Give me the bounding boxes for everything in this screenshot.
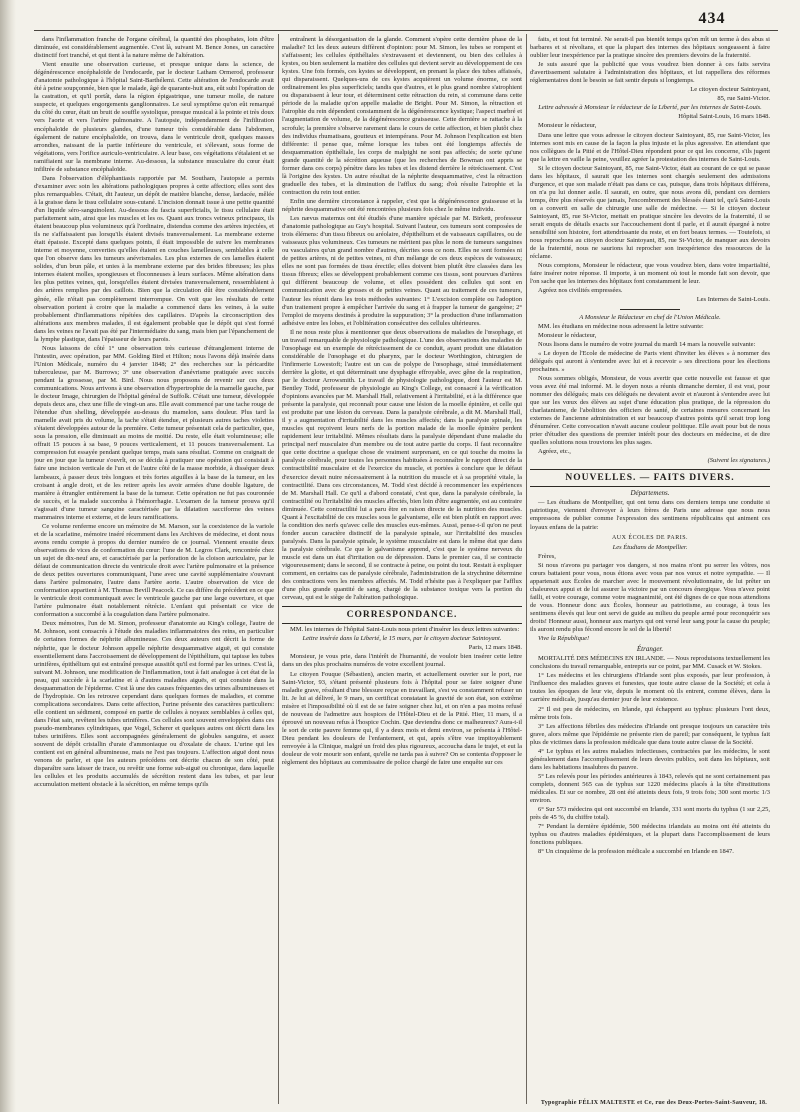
paragraph: Agréez nos civilités empressées. (538, 287, 623, 295)
salutation: Frères, (538, 552, 556, 560)
paragraph: Le citoyen Fouque (Sébastien), ancien marin, et actuellement ouvrier sur le port, rue Saint-Victor, 93, s'étant présenté plusieurs fois à l'hôpital pour se faire soigner d'une maladie grave, résultant d'une blessure reçue en travaillant, s'est vu constamment refuser un lit. Je lui ai délivré, le 9 mars, un certificat constatant la gravité de son état, son extrême misère et l'impossibilité où il est de se faire soigner chez lui, et on n'en a pas moins refusé de nouveau de l'admettre aux hospices de l'Hôtel-Dieu et de la Pitié. Hier, 11 mars, il a éprouvé un nouveau refus à l'hospice Cochin. Que deviendra donc ce malheureux? Aura-t-il le sort de cette pauvre femme qui, il y a deux mois et demi environ, se présenta à l'Hôtel-Dieu pendant les douleurs de l'enfantement, et qui, après s'être vue impitoyablement renvoyée à la Clinique, malgré un froid des plus rigoureux, accoucha dans le trajet, et eut la douleur de voir mourir son enfant, qu'elle ne tarda pas à suivre? On se contenta d'opposer le règlement des hôpitaux au commissaire de police chargé de faire une enquête sur ces (282, 670, 522, 767)
letter-subtitle: Lettre adressée à Monsieur le rédacteur de la Liberté, par les internes de Saint-Louis. (538, 104, 762, 112)
printer-imprint: Typographie FÉLIX MALTESTE et Ce, rue des Deux-Portes-Saint-Sauveur, 18. (540, 1100, 768, 1106)
paragraph: Nous lisons dans le numéro de votre journal du mardi 14 mars la nouvelle suivante: (538, 340, 756, 348)
list-item: 1° Les médecins et les chirurgiens d'Irlande sont plus exposés, par leur profession, à l'influence des maladies graves et funestes, que toute autre classe de la Société; et cela à toutes les époques de leur vie, depuis le moment où ils entrent, comme élèves, dans la carrière médicale, jusqu'au dernier jour de leur existence. (530, 672, 770, 704)
letter-subtitle: A Monsieur le Rédacteur en chef de l'Union Médicale. (579, 313, 721, 321)
header-rule (34, 30, 778, 31)
signature-address: 85, rue Saint-Victor. (717, 95, 770, 103)
section-heading-nouvelles: NOUVELLES. — FAITS DIVERS. (530, 469, 770, 487)
column-divider (526, 34, 527, 1104)
list-item: 2° Il est peu de médecins, en Irlande, qui échappent au typhus: plusieurs l'ont deux, même trois fois. (530, 705, 770, 721)
signature: Le citoyen docteur Saintoyant, (690, 86, 770, 94)
dateline: Paris, 12 mars 1848. (468, 644, 522, 652)
list-item: 3° Les affections fébriles des médecins d'Irlande ont presque toujours un caractère très grave, alors même que l'épidémie ne présente rien de pareil; par conséquent, le typhus fait plus de victimes dans la profession médicale que dans toute autre classe de la Société. (530, 722, 770, 746)
paragraph: MM. les étudians en médecine nous adressent la lettre suivante: (538, 322, 704, 330)
column-divider (278, 34, 279, 1104)
subsection-departements: Départemens. (630, 489, 670, 498)
binding-shadow (0, 0, 16, 1112)
paragraph: Ce volume renferme encore un mémoire de M. Marson, sur la coexistence de la variole et de la scarlatine, mémoire inséré récemment dans les Archives de médecine, et dont nous avons rendu compte à propos du dernier numéro de ce journal. Viennent ensuite deux observations de vices de conformation du cœur: l'une de M. Legros Clark, rencontrée chez un sujet de dix-neuf ans, et caractérisée par la perforation de la cloison auriculaire, par le défaut de communication directe du ventricule droit avec l'artère pulmonaire et la présence de deux petites ouvertures communiquant, l'une avec une cavité supplémentaire s'ouvrant dans l'artère pulmonaire, l'autre dans l'artère aorte. L'autre observation de vice de conformation appartient à M. Thomas Bevill Peacock. Ce cas diffère du précédent en ce que le ventricule droit communiquait avec le ventricule gauche par une large ouverture, et que l'artère pulmonaire était notablement rétrécie. L'enfant qui présentait ce vice de conformation a succombé à la coagulation dans l'artère pulmonaire. (34, 522, 274, 619)
signature: Les Internes de Saint-Louis. (696, 296, 770, 304)
letter-subtitle: Lettre insérée dans la Liberté, le 15 mars, par le citoyen docteur Saintoyant. (302, 635, 502, 643)
closing-cry: Vive la République! (538, 635, 590, 643)
paragraph: Il ne nous reste plus à mentionner que deux observations de maladies de l'œsophage, et un travail remarquable de physiologie pathologique. L'une des observations des maladies de l'œsophage est un exemple de rétrécissement de ce conduit, ayant produit une dilatation considérable de l'œsophage et du pharynx, par le docteur Worthington, chirurgien de l'infirmerie Lowestoft; l'autre est un cas de polype de l'œsophage, situé immédiatement derrière la glotte, et qui déterminait une dysphagie effroyable, avec gêne de la respiration, par le docteur Arrowsmith. Le travail de physiologie pathologique, dont l'auteur est M. Bentley Todd, professeur de physiologie au King's College, est consacré à la vérification d'opinions avancées par M. Marshall Hall, relativement à l'irritabilité, et à la différence que présente la paralysie, qui reconnaît pour cause une lésion de la moelle épinière, et celle qui est produite par une lésion du cerveau. Dans la paralysie cérébrale, a dit M. Marshall Hall, il y a augmentation d'irritabilité dans les muscles affectés; dans la paralysie spinale, les muscles qui reçoivent leurs nerfs de la portion malade de la moelle épinière perdent rapidement leur irritabilité. Mêmes résultats dans la paralysie dépendant d'une maladie du principal nerf musculaire d'un membre ou de tout autre partie du corps. Il faut reconnaître que cette doctrine a quelque chose de vraiment surprenant, en ce qui touche du moins la paralysie cérébrale, pour toutes les personnes habituées à reconnaître le rapport direct de la contractibilité musculaire et de l'exercice du muscle, et portées à conclure que le défaut d'exercice devait nuire nécessairement à la nutrition du muscle et à sa propriété vitale, la contractilité. Dans ces circonstances, M. Todd s'est décidé à recommencer les expériences de M. Marshall Hall. Ce qu'il a d'abord constaté, c'est que, dans la paralysie cérébrale, la contractilité ou l'irritabilité des muscles affectés, bien loin d'être augmentée, est au contraire diminuée. Cette contractilité lui a paru être en raison directe de la nutrition des muscles. Quant à l'excitabilité de ces muscles sous le galvanisme, elle est bien plutôt en rapport avec la condition des nerfs qu'avec celle des muscles eux-mêmes. Aussi, pense-t-il qu'on ne peut fonder aucun caractère distinctif de la paralysie spinale, sur l'irritabilité des muscles paralysés. Dans la paralysie spinale, le système musculaire est dans le même état que dans la paralysie cérébrale. Ce que le galvanisme apprend, c'est que le système nerveux du muscle est dans un état d'irritation ou de dépression. Dans le premier cas, il se contracte vigoureusement; dans le second, il se contracte à peine, ou point du tout. Restait à expliquer comment, en certains cas de paralysie cérébrale, l'administration de la strychnine détermine des contractions vers les membres affectés. M. Todd n'hésite pas à l'expliquer par l'afflux d'une plus grande quantité de sang, chargé de la substance toxique vers la portion du cerveau, qui est le siège de l'altération pathologique. (282, 328, 522, 602)
page-number: 434 (698, 10, 726, 27)
paragraph: MM. les internes de l'hôpital Saint-Louis nous prient d'insérer les deux lettres suivantes: (290, 626, 520, 634)
paragraph: Vient ensuite une observation curieuse, et presque unique dans la science, de dégénérescence encéphaloïde de l'endocarde, par le docteur Latham Ormerod, professeur d'anatomie pathologique à l'hôpital Saint-Barthélemi. Cette altération de l'endocarde avait été à peine soupçonnée, bien que le malade, âgé de quarante-huit ans, eût subi l'opération de la castration, et qu'il portât, dans la région épigastrique, une tumeur molle, de nature suspecte, et quelques engorgements ganglionnaires. Le seul symptôme qu'on eût remarqué du côté du cœur, était un bruit de souffle systolique, presque musical à la pointe et très doux vers l'aorte et vers l'artère pulmonaire. A l'autopsie, indépendamment de l'infiltration encéphaloïde de plusieurs glandes, d'une tumeur très considérable dans l'abdomen, également de nature encéphaloïde, on trouva, dans le ventricule droit, quelques masses arrondies, naissant de la partie inférieure du ventricule, et s'élevant, sous forme de végétations, vers l'orifice auriculo-ventriculaire. A leur base, ces végétations s'étalaient et se ramifiaient sur la membrane interne. Au-dessous, la substance musculaire du cœur était infiltrée de substance encéphaloïde. (34, 61, 274, 173)
paragraph: Monsieur, je vous prie, dans l'intérêt de l'humanité, de vouloir bien insérer cette lettre dans un des plus prochains numéros de votre excellent journal. (282, 653, 522, 669)
paragraph: Si le citoyen docteur Saintoyant, 85, rue Saint-Victor, était au courant de ce qui se passe dans les hôpitaux, il saurait que les internes sont chargés seulement des admissions d'urgence, et que son malade n'était pas dans ce cas, puisque, dans trois hôpitaux différens, on n'a pu lui donner asile. Il saurait, en outre, que nous avons dû, pendant ces derniers temps, être plus réservés que jamais, l'encombrement des blessés étant tel, qu'à Saint-Louis on a converti en salle de chirurgie une salle de médecine. — Si le citoyen docteur Saintoyant, 85, rue St-Victor, mettait en pratique sincère les devoirs de la fraternité, il se serait enquis de détails exacts sur l'accouchement dont il parle, et il aurait épargné à notre sensibilité son histoire, fort attendrissante du reste, et en fort beaux termes. — Toutefois, si nous reprochons au citoyen docteur Saintoyant, 85, rue St-Victor, de manquer aux devoirs de la fraternité, nous ne saurions lui reprocher son inexpérience des ressources de la réclame. (530, 164, 770, 261)
paragraph: entraînent la désorganisation de la glande. Comment s'opère cette dernière phase de la maladie? Ici les deux auteurs diffèrent d'opinion: pour M. Simon, les tubes se rompent et s'affaissent; les cellules épithéliales s'extravasent et deviennent, ou bien des cellules à kystes, ou bien seulement la matière des cellules qui devient servir au développement de ces kystes. Une fois formés, ces kystes se développent, en prenant la place des tubes affaissés, qui disparaissent. Quelques-uns de ces kystes acquièrent un volume énorme, ce sont ordinairement les plus superficiels; tandis que d'autres, et le plus grand nombre s'atrophient ou disparaissent à leur tour, et déterminent cette rétraction du rein, si commune dans cette période de la maladie qu'on appelle maladie de Bright. Pour M. Simon, la rétraction et l'atrophie du rein dépendent constamment de la dégénérescence kystique; l'aspect marbré et l'augmentation de volume, de la dégénérescence graisseuse. Cette dernière se rattache à la scrofule; la première s'observe rarement dans le cours de cette affection, et bien plutôt chez des individus rhumatisans, goutteux et intempérans. Pour M. Johnson l'explication est bien différente: il pense que, même lorsque les tubes ont été longtemps affectés de desquammation épithéliale, les corps de malpighi ne sont pas affectés; de sorte qu'une grande quantité de la sécrétion aqueuse (que les recherches de Bowman ont appris se former dans ces corps) pénètre dans les tubes et les distend derrière le rétrécissement. C'est là l'origine des kystes. Un autre résultat de la néphrite desquammative, c'est la rétraction graduelle des tubes, et la diminution de l'afflux du sang; d'où résulte l'atrophie et la contraction du rein tout entier. (282, 36, 522, 196)
paragraph: Agréez, etc., (538, 448, 571, 456)
paragraph: Dans une lettre que vous adresse le citoyen docteur Saintoyant, 85, rue Saint-Victor, les internes sont mis en cause de la façon la plus injuste et la plus agressive. En attendant que nos collègues de la Pitié et de l'Hôtel-Dieu répondent pour ce qui les concerne, s'ils jugent que la lettre en vaille la peine, veuillez agréer la protestation des internes de Saint-Louis. (530, 131, 770, 163)
subsection-etranger: Étranger. (636, 645, 664, 654)
column-3 (530, 36, 770, 1102)
paragraph: dans l'inflammation franche de l'organe cérébral, la quantité des phosphates, loin d'être diminuée, est considérablement augmentée. C'est là, suivant M. Bence Jones, un caractère distinctif fort tranché, et qui tient à la nature même de l'altération. (34, 36, 274, 60)
column-1 (34, 36, 274, 1102)
paragraph: — Les étudians de Montpellier, qui ont tenu dans ces derniers temps une conduite si patriotique, viennent d'envoyer à leurs frères de Paris une adresse que nous nous empressons de publier comme l'expression des sentimens républicains qui animent ces loyaux enfans de la patrie: (530, 499, 770, 531)
address-from: Les Étudians de Montpellier. (612, 543, 688, 551)
paragraph: faits, et tout fut terminé. Ne serait-il pas bientôt temps qu'on mît un terme à des abus si barbares et si révoltans, et que la plupart des internes des hôpitaux songeassent à faire oublier leur inexpérience par la pratique sincère des premiers devoirs de la fraternité. (530, 36, 770, 60)
paragraph: Les nævus maternus ont été étudiés d'une manière spéciale par M. Birkett, professeur d'anatomie pathologique au Guy's hospital. Suivant l'auteur, ces tumeurs sont composées de trois élémens: d'un tissu fibreux ou aréolaire, d'épithélium et de vaisseaux capillaires, ou de vaisseaux plus volumineux. Ces tumeurs ne méritent pas plus le nom de tumeurs sanguines ou vasculaires qu'un grand nombre d'autres, décrites sous ce nom. Elles ne sont formées ni de petites artères, ni de petites veines, ni d'un mélange de ces deux espèces de vaisseaux; elles ne sont pas formées de tissu érectile; elles doivent bien plutôt être classées dans les tissus fibreux; elles se développent probablement comme ces tissus, sont pourvues d'artères qui diffèrent beaucoup de volume, et elles possèdent des cellules qui sont en communication avec de grosses et de petites veines. Quant au traitement de ces tumeurs, l'auteur les réunit dans les trois méthodes suivantes: 1° L'excision complète ou l'adoption d'un traitement propre à empêcher l'arrivée du sang et à frapper la tumeur de gangrène; 2° l'emploi de moyens destinés à produire la suppuration; 3° la production d'une inflammation adhésive entre les lobes, et l'oblitération consécutive des cellules ultérieures. (282, 215, 522, 327)
paragraph: Dans l'observation d'éléphantiasis rapportée par M. Southam, l'autopsie a permis d'examiner avec soin les altérations pathologiques propres à cette affection; elles sont des plus remarquables. C'était, dit l'auteur, un dépôt de matière blanche, dense, lardacée, mêlée à la graisse dans le tissu cellulaire sous-cutané. L'incision donnait issue à une petite quantité d'un liquide séro-sanguinolent. Au-dessous du fascia superficialis, le tissu cellulaire était parfaitement sain, ainsi que les muscles et les os. Quant aux troncs veineux principaux, ils étaient beaucoup plus volumineux qu'à l'ordinaire, distendus comme des artères injectées, et ils ne s'affaissaient pas lorsqu'ils étaient divisés transversalement. La membrane externe était épaissie. Excepté dans quelques points, il était impossible de suivre les membranes interne et moyenne, converties qu'elles étaient en couches lamelleuses, semblables à celle que l'on observe dans les tumeurs anévrismales. Les plus externes de ces lamelles étaient solides, d'un brun pâle, et unies à la membrane externe par des brides fibreuses; les plus internes étaient molles, spongieuses et floconneuses à leurs surfaces. Même altération dans les plus petites veines, qui, lorsqu'elles étaient divisées transversalement, ressemblaient à des artères remplies par des caillots. Bien que la circulation dût être considérablement gênée, elle n'était pas complètement interrompue. On voit que les résultats de cette observation portent à croire que la maladie a commencé dans les veines, à la suite probablement d'inflammations répétées des capillaires. D'après la circonscription des altérations aux membres malades, il est également probable que le dépôt qui s'est formé dans les veines ne l'avait pas été par l'intermédiaire du sang, mais bien par l'épanchement de la lymphe plastique, dans l'épaisseur de leurs parois. (34, 174, 274, 343)
paragraph: Nous laissons de côté 1° une observation très curieuse d'étranglement interne de l'intestin, avec opération, par MM. Golding Bird et Hilton; nous l'avons déjà insérée dans l'Union Médicale, numéro du 4 janvier 1848; 2° des recherches sur la péricardite tuberculeuse, par M. Burrows; 3° une observation d'anévrisme pratiquée avec succès pendant la grossesse, par M. Bird. Nous nous proposons de revenir sur ces deux communications. Nous arrivons à une observation d'hypertrophie de la mamelle gauche, par le docteur Image, chirurgien de l'hôpital général de Suffolk. C'était une tumeur, développée depuis deux ans, chez une fille de vingt-un ans. Elle avait commencé par une tache rouge de l'étendue d'un shelling, développée au-dessus du mamelon, sans douleur. Plus tard la mamelle avait pris du volume, la tache s'était étendue, et plusieurs autres taches violettes s'étaient développées autour de la première. Cette tumeur présentait cela de particulier, que, sous la pression, elle diminuait au moins de moitié. Du reste, elle était volumineuse; elle offrait 15 pouces à sa base, 9 pouces verticalement, et 11 pouces transversalement. La compression fut essayée pendant quelque temps, mais sans résultat. Comme on craignait de jour en jour que la tumeur s'ouvrît, on se décida à pratiquer une opération qui consistait à faire une incision verticale de l'un et de l'autre côté de la masse morbide, à disséquer deux lambeaux, à passer deux très longues et très fortes aiguilles à la base de la tumeur, en les croisant à angle droit, et de les retirer après les avoir armées d'une double ligature, de manière à étrangler entièrement la base de la tumeur. Cette opération ne fut pas couronnée de succès, et la malade succomba à l'hémorrhagie. L'examen de la tumeur prouva qu'il s'agissait d'une tumeur sanguine caractérisée par la dilatation sacciforme des veines mammaires interne et externe, et de leurs ramifications. (34, 344, 274, 521)
paragraph: Deux mémoires, l'un de M. Simon, professeur d'anatomie au King's college, l'autre de M. Johnson, sont consacrés à l'étude des maladies inflammatoires des reins, en particulier de certaines formes de néphrite albumineuse. Ces deux auteurs ont décrit la forme de néphrite, que le docteur Johnson appelle néphrite desquammative aiguë, et qui consiste essentiellement dans l'accroissement de développement de l'épithélium, qui tapisse les tubes urinifères, épithélium qui est entraîné presque aussitôt qu'il est formé par les urines. C'est là, suivant M. Johnson, une modification de l'inflammation, tout à fait analogue à cet état de la peau, qui succède à la scarlatine et à d'autres maladies aiguës, et qui consiste dans la desquammation de l'épiderme. C'est là une des causes fréquentes des urines albumineuses et de l'hydropisie. On les retrouve cependant dans quelques formes de maladies, et comme complications secondaires. Dans cette affection, l'urine présente des caractères particuliers: elle contient un sédiment, composé en partie de cellules à noyaux semblables à celles qui, dans l'état sain, revêtent les tubes urinifères. Ces cellules sont souvent enveloppées dans ces pseudo-membranes cylindriques, que Vogel, Scherer et quelques autres ont décrit dans les tubes urinifères. Elles sont accompagnées généralement de globules sanguins, et assez souvent de dépôt cristallin d'urate d'ammoniaque ou d'oxalate de chaux. L'urine qui les contient est en général albumineuse, mais ne l'est pas toujours. L'affection aiguë dont nous venons de parler, et que les auteurs précédens ont décrite chacun de son côté, peut disparaître sans laisser de trace, ou revêtir une forme sub-aiguë ou chronique, dans laquelle les cellules et les produits accumulés de sécrétion restent dans les tubes, et par leur accumulation mettent obstacle à la sécrétion, en même temps qu'ils (34, 620, 274, 789)
section-heading-correspondance: CORRESPONDANCE. (282, 606, 522, 624)
column-2 (282, 36, 522, 1102)
ornament-rule (620, 309, 680, 310)
signatures-note: (Suivent les signatures.) (707, 457, 770, 465)
list-item: 4° Le typhus et les autres maladies infectieuses, contractées par les médecins, le sont généralement dans l'accomplissement de leurs devoirs publics, soit dans les hôpitaux, soit dans les habitations insalubres du pauvre. (530, 747, 770, 771)
list-item: 7° Pendant la dernière épidémie, 500 médecins irlandais au moins ont été atteints du typhus ou d'autres maladies épidémiques, et la plupart dans l'accomplissement de leurs fonctions publiques. (530, 823, 770, 847)
quote: « Le doyen de l'Ecole de médecine de Paris vient d'inviter les élèves » à nommer des délégués qui auront à s'entendre avec lui et à recevoir » ses directions pour les élections prochaines. » (530, 349, 770, 373)
paragraph: Nous comptons, Monsieur le rédacteur, que vous voudrez bien, dans votre impartialité, faire insérer notre réponse. Il importe, à un moment où tout le monde fait son devoir, que l'on sache que les internes des hôpitaux font constamment le leur. (530, 262, 770, 286)
dateline: Hôpital Saint-Louis, 16 mars 1848. (678, 113, 770, 121)
paragraph: MORTALITÉ DES MÉDECINS EN IRLANDE. — Nous reproduisons textuellement les conclusions du travail remarquable, entrepris sur ce point, par MM. Cusack et W. Stokes. (530, 655, 770, 671)
address-heading: AUX ÉCOLES DE PARIS. (611, 534, 689, 541)
paragraph: Si nous n'avons pu partager vos dangers, si nos mains n'ont pu serrer les vôtres, nos cœurs battaient pour vous, nous étions avec vous par nos vœux et notre sympathie. — Il appartenait aux Écoles de marcher avec le mouvement révolutionnaire, de lui prêter un chaleureux appui et de lui assurer la victoire par un concours énergique. Vous n'avez point failli, et votre courage, comme votre magnanimité, ont été dignes de ce que nous attendions de vous. Honneur donc aux Écoles, honneur au patriotisme, au courage, à tous les sentimens élevés qui leur ont servi de guide au milieu du peuple armé pour reconquérir ses droits! Honneur aussi, honneur aux martyrs qui ont versé leur sang pour la cause du peuple; ils auront rendu plus fécond encore le sol de la liberté! (530, 561, 770, 634)
list-item: 8° Un cinquième de la profession médicale a succombé en Irlande en 1847. (538, 848, 734, 856)
list-item: 6° Sur 573 médecins qui ont succombé en Irlande, 331 sont morts du typhus (1 sur 2,25, près de 45 %, du chiffre total). (530, 806, 770, 822)
paragraph: Je suis assuré que la publicité que vous voudrez bien donner à ces faits servira d'avertissement salutaire à l'administration des hôpitaux, et lui rappellera des réformes réglementaires dont le besoin se fait sentir depuis si longtemps. (530, 61, 770, 85)
paragraph: Nous sommes obligés, Monsieur, de vous avertir que cette nouvelle est fausse et que vous avez été mal informé. M. le doyen nous a réunis dimanche dernier, il est vrai, pour nommer des délégués; mais ces délégués ne devaient avoir et n'auront à s'entendre avec lui que sur les vœux des élèves au sujet d'une éducation plus pratique, de la répression du charlatanisme, de l'abolition des officiers de santé, de certaines mesures concernant les externes de l'ancienne administration et sur beaucoup d'autres points qu'il serait trop long d'énumérer. Cette convocation n'avait aucune couleur politique. Elle avait pour but de nous prier d'étudier des questions de premier intérêt pour des docteurs en médecine, et de dire quelles solutions nous trouvions les plus sages. (530, 374, 770, 447)
paragraph: Enfin une dernière circonstance à rappeler, c'est que la dégénérescence graisseuse et la néphrite desquammative ont été rencontrées plusieurs fois chez le même individu. (282, 197, 522, 213)
list-item: 5° Les relevés pour les périodes antérieures à 1843, relevés qui ne sont certainement pas complets, donnent 565 cas de typhus sur 1220 médecins placés à la tête d'institutions médicales. Et sur ce nombre, 28 ont été atteints deux fois, 9 trois fois; 300 sont morts: 1/3 environ. (530, 772, 770, 805)
salutation: Monsieur le rédacteur, (538, 122, 597, 130)
salutation: Monsieur le rédacteur, (538, 331, 597, 339)
